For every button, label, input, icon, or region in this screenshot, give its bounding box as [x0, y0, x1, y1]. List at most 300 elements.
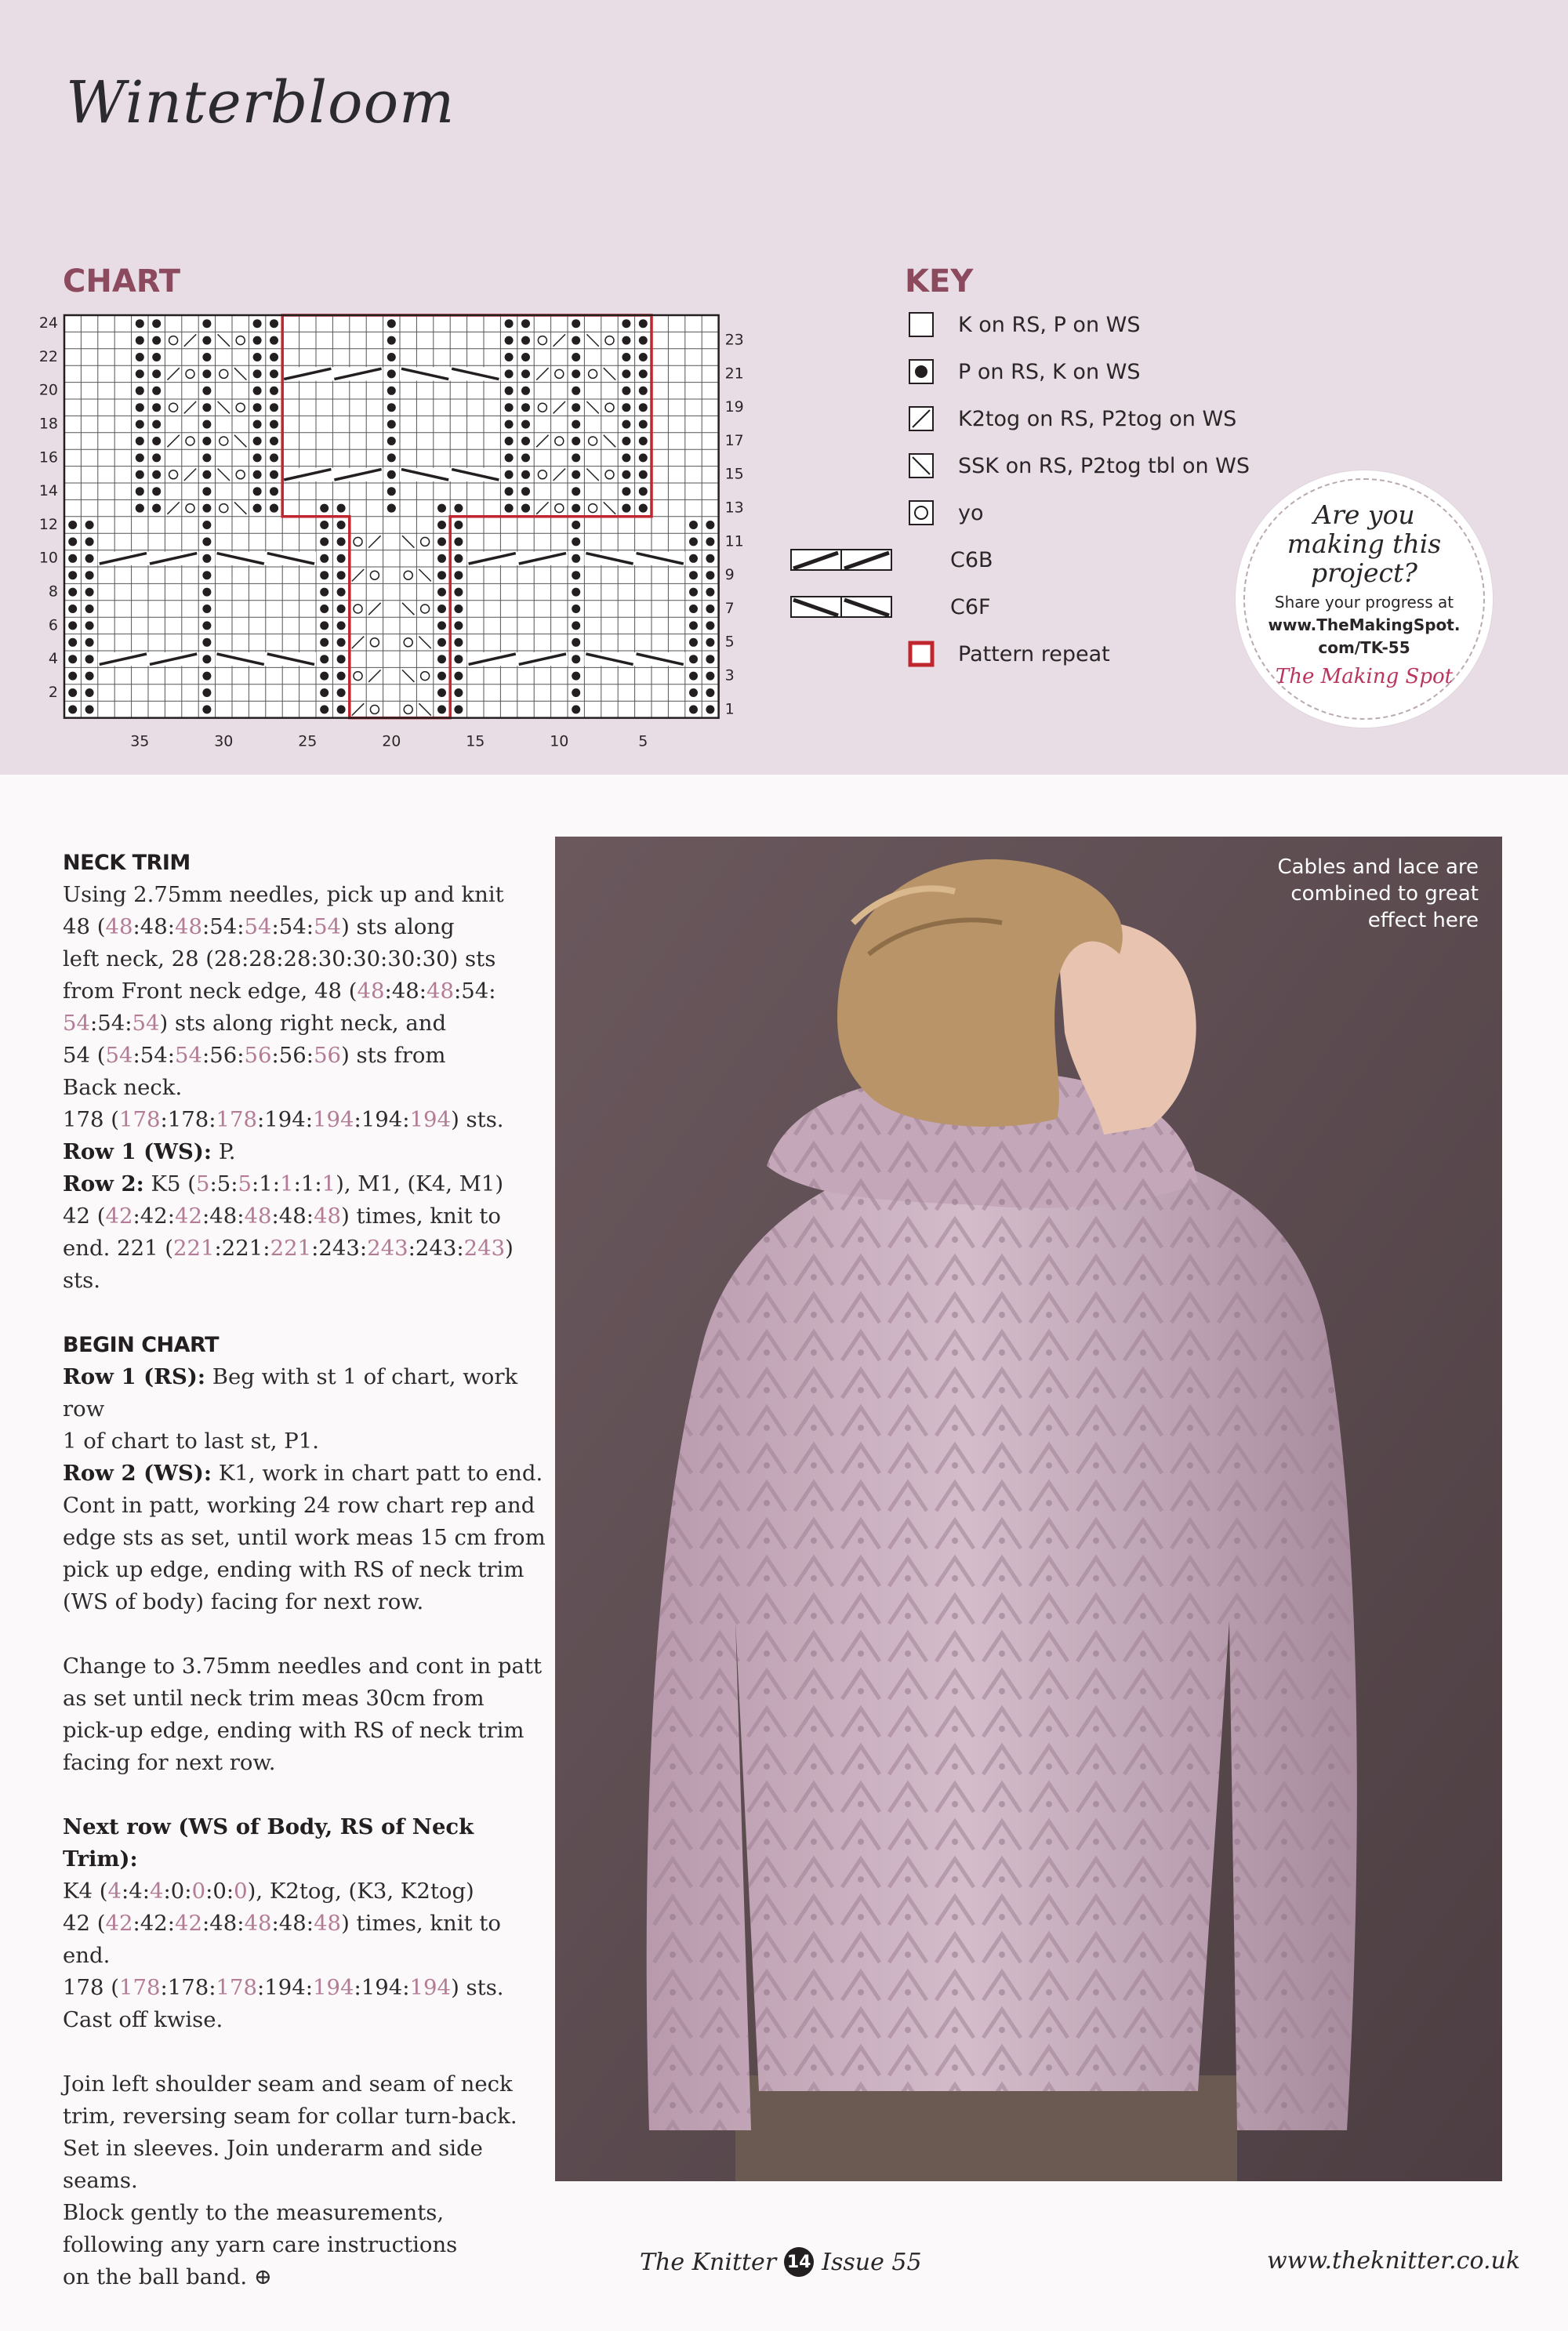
purl-dot: [622, 353, 630, 361]
purl-dot: [253, 369, 262, 378]
purl-dot: [454, 705, 463, 713]
purl-dot: [706, 621, 714, 630]
purl-dot: [136, 319, 144, 328]
purl-dot: [521, 470, 530, 479]
purl-dot: [270, 336, 278, 345]
purl-dot: [572, 470, 580, 479]
purl-dot: [152, 437, 161, 445]
purl-dot: [337, 588, 346, 597]
purl-dot: [387, 336, 396, 345]
purl-dot: [437, 655, 446, 663]
instruction-line: left neck, 28 (28:28:28:30:30:30:30) sts: [63, 946, 496, 971]
purl-dot: [320, 655, 328, 663]
cable-cell: [282, 468, 383, 481]
purl-dot: [387, 504, 396, 513]
instruction-line: Using 2.75mm needles, pick up and knit: [63, 882, 504, 907]
purl-dot: [85, 537, 94, 546]
purl-dot: [437, 521, 446, 529]
purl-dot: [639, 387, 648, 395]
purl-dot: [454, 672, 463, 681]
purl-dot: [521, 487, 530, 496]
purl-dot: [572, 672, 580, 681]
key-label: P on RS, K on WS: [958, 359, 1141, 384]
instruction-line: 1 of chart to last st, P1.: [63, 1429, 319, 1454]
instruction-line: Set in sleeves. Join underarm and side: [63, 2136, 483, 2161]
purl-dot: [68, 655, 77, 663]
cable-cell: [216, 552, 316, 565]
c6b-cable-icon: [790, 546, 892, 573]
purl-dot: [505, 336, 514, 345]
column-number: 10: [550, 732, 569, 750]
purl-dot: [521, 504, 530, 513]
purl-dot: [454, 571, 463, 579]
badge-question: Are you making this project?: [1287, 499, 1442, 588]
purl-dot: [505, 437, 514, 445]
instruction-line: 178 (178:178:178:194:194:194:194) sts.: [63, 1107, 504, 1132]
purl-dot: [85, 554, 94, 563]
purl-dot: [622, 387, 630, 395]
purl-dot: [253, 453, 262, 462]
purl-dot: [706, 638, 714, 647]
purl-dot: [68, 521, 77, 529]
instruction-line: as set until neck trim meas 30cm from: [63, 1686, 485, 1711]
purl-dot: [68, 705, 77, 713]
purl-dot: [437, 554, 446, 563]
instruction-line: facing for next row.: [63, 1750, 276, 1775]
purl-dot: [572, 387, 580, 395]
purl-dot: [253, 353, 262, 361]
purl-dot: [454, 504, 463, 513]
model-photo: [555, 837, 1502, 2181]
purl-dot: [622, 369, 630, 378]
purl-dot: [320, 554, 328, 563]
purl-dot: [136, 487, 144, 496]
purl-dot: [136, 353, 144, 361]
purl-dot: [689, 588, 698, 597]
purl-dot: [437, 605, 446, 613]
purl-dot: [387, 470, 396, 479]
purl-dot: [639, 353, 648, 361]
purl-dot: [689, 621, 698, 630]
purl-dot: [85, 638, 94, 647]
row-number: 22: [38, 347, 58, 365]
row-number: 3: [724, 666, 735, 684]
purl-dot: [270, 420, 278, 429]
row-number: 11: [724, 532, 744, 550]
purl-dot: [572, 504, 580, 513]
purl-dot: [622, 319, 630, 328]
purl-dot: [152, 387, 161, 395]
purl-dot: [136, 403, 144, 412]
purl-dot: [454, 605, 463, 613]
key-item: [908, 354, 1140, 389]
begin-chart-text: [63, 1361, 549, 1618]
making-spot-badge: [1236, 470, 1493, 728]
purl-dot: [505, 353, 514, 361]
purl-dot: [706, 521, 714, 529]
purl-dot: [85, 705, 94, 713]
cable-cell: [467, 552, 568, 565]
purl-dot: [152, 487, 161, 496]
purl-dot: [85, 571, 94, 579]
neck-trim-text: [63, 879, 549, 1297]
purl-dot: [387, 437, 396, 445]
sweater-illustration: [555, 837, 1502, 2181]
purl-dot: [505, 403, 514, 412]
purl-dot: [136, 437, 144, 445]
row-number: 9: [724, 566, 735, 584]
purl-dot: [639, 487, 648, 496]
purl-dot: [136, 504, 144, 513]
purl-dot: [639, 403, 648, 412]
k2tog-icon: [908, 405, 935, 432]
c6f-cable-icon: [790, 594, 892, 620]
purl-dot: [639, 420, 648, 429]
instruction-line: 42 (42:42:42:48:48:48:48) times, knit to: [63, 1204, 501, 1229]
instruction-line: from Front neck edge, 48 (48:48:48:54:: [63, 979, 496, 1004]
purl-dot: [572, 571, 580, 579]
purl-dot: [387, 420, 396, 429]
purl-dot: [437, 537, 446, 546]
column-number: 20: [382, 732, 401, 750]
purl-dot: [320, 504, 328, 513]
purl-dot: [387, 387, 396, 395]
purl-dot: [521, 453, 530, 462]
purl-dot: [706, 705, 714, 713]
cable-cell: [400, 468, 500, 481]
purl-dot: [437, 621, 446, 630]
purl-dot: [689, 672, 698, 681]
purl-dot: [521, 336, 530, 345]
purl-dot: [689, 571, 698, 579]
purl-dot: [270, 487, 278, 496]
purl-dot: [454, 537, 463, 546]
purl-dot: [337, 537, 346, 546]
instruction-line: seams.: [63, 2168, 138, 2193]
purl-dot: [202, 369, 211, 378]
purl-dot: [706, 554, 714, 563]
purl-dot: [337, 571, 346, 579]
instruction-line: Join left shoulder seam and seam of neck: [63, 2071, 513, 2097]
purl-dot: [202, 655, 211, 663]
purl-dot: [202, 487, 211, 496]
purl-dot: [437, 504, 446, 513]
instruction-line: following any yarn care instructions: [63, 2232, 458, 2257]
purl-dot: [202, 453, 211, 462]
purl-dot: [505, 369, 514, 378]
purl-dot: [521, 420, 530, 429]
purl-dot: [270, 319, 278, 328]
purl-dot: [689, 605, 698, 613]
purl-dot: [152, 403, 161, 412]
empty-square-icon: [908, 311, 935, 338]
pattern-repeat-icon: [908, 641, 935, 667]
purl-dot: [337, 605, 346, 613]
purl-dot: [639, 453, 648, 462]
purl-dot: [622, 487, 630, 496]
purl-dot: [202, 420, 211, 429]
purl-dot: [454, 655, 463, 663]
instruction-line: (WS of body) facing for next row.: [63, 1589, 424, 1614]
purl-dot: [68, 688, 77, 697]
row-number: 7: [724, 599, 735, 617]
purl-dot: [202, 705, 211, 713]
purl-dot: [253, 504, 262, 513]
page-number: 14: [784, 2247, 814, 2277]
photo-caption: Cables and lace are combined to great effect here: [1277, 855, 1479, 932]
purl-dot: [270, 437, 278, 445]
purl-dot: [689, 554, 698, 563]
purl-dot: [437, 571, 446, 579]
purl-dot: [253, 336, 262, 345]
row-number: 10: [38, 549, 58, 567]
row-number: 12: [38, 515, 58, 533]
purl-dot: [387, 369, 396, 378]
key-label: C6B: [950, 547, 993, 572]
purl-dot: [689, 688, 698, 697]
purl-dot: [320, 621, 328, 630]
cable-cell: [400, 367, 500, 380]
purl-dot: [454, 521, 463, 529]
making-spot-logo: The Making Spot: [1275, 665, 1454, 688]
purl-dot: [505, 470, 514, 479]
purl-dot: [253, 487, 262, 496]
purl-dot: [639, 470, 648, 479]
purl-dot: [505, 453, 514, 462]
purl-dot: [320, 571, 328, 579]
magazine-name: The Knitter: [640, 2248, 777, 2276]
purl-dot: [505, 319, 514, 328]
key-item: [908, 448, 1250, 483]
purl-dot: [202, 571, 211, 579]
row-number: 20: [38, 381, 58, 399]
purl-dot: [337, 688, 346, 697]
key-item: [908, 637, 1110, 671]
purl-dot: [572, 453, 580, 462]
knitting-chart: [31, 306, 768, 761]
row-number: 23: [724, 331, 744, 349]
purl-dot: [202, 521, 211, 529]
purl-dot: [572, 554, 580, 563]
purl-dot: [437, 705, 446, 713]
instruction-line: 54 (54:54:54:56:56:56:56) sts from: [63, 1043, 446, 1068]
purl-dot: [136, 470, 144, 479]
purl-dot: [152, 353, 161, 361]
purl-dot: [320, 605, 328, 613]
cable-cell: [467, 652, 568, 666]
pattern-instructions: [63, 847, 549, 2293]
instruction-line: pick up edge, ending with RS of neck trim: [63, 1557, 524, 1582]
purl-dot: [572, 638, 580, 647]
purl-dot: [202, 387, 211, 395]
purl-dot: [337, 705, 346, 713]
cable-cell: [98, 552, 198, 565]
purl-dot: [320, 588, 328, 597]
purl-dot: [202, 605, 211, 613]
purl-dot: [622, 420, 630, 429]
instruction-line: Back neck.: [63, 1075, 183, 1100]
instruction-line: Row 2 (WS): K1, work in chart patt to end.: [63, 1461, 543, 1486]
purl-dot: [202, 554, 211, 563]
purl-dot: [253, 387, 262, 395]
footer-magazine: [640, 2247, 922, 2277]
purl-dot: [622, 470, 630, 479]
row-number: 17: [724, 431, 744, 449]
purl-dot: [706, 588, 714, 597]
row-number: 4: [48, 650, 58, 668]
purl-dot: [706, 571, 714, 579]
next-row-text: [63, 1811, 549, 2036]
purl-dot: [85, 521, 94, 529]
badge-share-text: Share your progress at www.TheMakingSpot. com/TK-55: [1268, 593, 1461, 657]
purl-dot: [253, 403, 262, 412]
row-number: 19: [724, 398, 744, 416]
key-label: K on RS, P on WS: [958, 312, 1141, 337]
row-number: 16: [38, 448, 58, 467]
row-number: 18: [38, 415, 58, 433]
purl-dot: [437, 688, 446, 697]
purl-dot: [202, 504, 211, 513]
purl-dot: [572, 688, 580, 697]
purl-dot: [387, 319, 396, 328]
instruction-line: Cast off kwise.: [63, 2007, 223, 2032]
purl-dot: [85, 672, 94, 681]
purl-dot: [521, 369, 530, 378]
purl-dot: [572, 705, 580, 713]
purl-dot: [572, 437, 580, 445]
ssk-icon: [908, 452, 935, 479]
key-heading: KEY: [905, 263, 974, 300]
purl-dot: [454, 638, 463, 647]
row-number: 6: [48, 616, 58, 634]
row-number: 24: [38, 314, 58, 332]
key-label: Pattern repeat: [958, 641, 1110, 666]
purl-dot: [622, 453, 630, 462]
purl-dot: [572, 319, 580, 328]
instruction-line: 54:54:54) sts along right neck, and: [63, 1011, 447, 1036]
purl-dot: [572, 420, 580, 429]
column-number: 30: [214, 732, 234, 750]
instruction-line: Block gently to the measurements,: [63, 2200, 445, 2225]
purl-dot: [152, 336, 161, 345]
purl-dot: [454, 588, 463, 597]
instruction-line: end.: [63, 1943, 111, 1968]
dot-square-icon: [908, 358, 935, 385]
key-label: C6F: [950, 594, 991, 619]
purl-dot: [639, 319, 648, 328]
purl-dot: [454, 621, 463, 630]
purl-dot: [505, 420, 514, 429]
purl-dot: [253, 420, 262, 429]
purl-dot: [253, 437, 262, 445]
purl-dot: [572, 369, 580, 378]
purl-dot: [689, 537, 698, 546]
purl-dot: [136, 336, 144, 345]
purl-dot: [689, 638, 698, 647]
purl-dot: [639, 369, 648, 378]
purl-dot: [202, 688, 211, 697]
column-number: 15: [466, 732, 485, 750]
column-number: 25: [298, 732, 318, 750]
purl-dot: [68, 571, 77, 579]
purl-dot: [202, 353, 211, 361]
purl-dot: [320, 521, 328, 529]
key-label: yo: [958, 500, 984, 525]
footer-url[interactable]: www.theknitter.co.uk: [1267, 2247, 1521, 2275]
key-label: K2tog on RS, P2tog on WS: [958, 406, 1237, 431]
instruction-line: on the ball band. ⊕: [63, 2264, 272, 2289]
page-title: Winterbloom: [66, 69, 456, 136]
key-item: [908, 401, 1236, 436]
key-item: [790, 543, 993, 577]
purl-dot: [320, 705, 328, 713]
purl-dot: [454, 688, 463, 697]
begin-chart-heading: BEGIN CHART: [63, 1333, 220, 1357]
purl-dot: [202, 621, 211, 630]
purl-dot: [706, 605, 714, 613]
cable-cell: [282, 367, 383, 380]
instruction-line: Row 2: K5 (5:5:5:1:1:1:1), M1, (K4, M1): [63, 1171, 504, 1196]
purl-dot: [337, 621, 346, 630]
issue-label: Issue 55: [822, 2248, 922, 2276]
instruction-line: pick-up edge, ending with RS of neck trim: [63, 1718, 524, 1743]
instruction-line: Row 1 (WS): P.: [63, 1139, 236, 1164]
purl-dot: [521, 353, 530, 361]
purl-dot: [320, 672, 328, 681]
purl-dot: [202, 319, 211, 328]
purl-dot: [152, 369, 161, 378]
purl-dot: [152, 453, 161, 462]
purl-dot: [270, 387, 278, 395]
purl-dot: [572, 605, 580, 613]
purl-dot: [572, 521, 580, 529]
cable-cell: [216, 652, 316, 666]
purl-dot: [337, 554, 346, 563]
purl-dot: [202, 470, 211, 479]
row-number: 1: [724, 700, 735, 718]
purl-dot: [622, 437, 630, 445]
purl-dot: [202, 672, 211, 681]
key-item: [908, 307, 1140, 342]
purl-dot: [521, 319, 530, 328]
purl-dot: [706, 688, 714, 697]
purl-dot: [152, 319, 161, 328]
purl-dot: [136, 453, 144, 462]
purl-dot: [572, 655, 580, 663]
chart-heading: CHART: [63, 263, 181, 300]
purl-dot: [572, 336, 580, 345]
purl-dot: [437, 672, 446, 681]
purl-dot: [202, 588, 211, 597]
purl-dot: [706, 537, 714, 546]
purl-dot: [437, 588, 446, 597]
purl-dot: [202, 336, 211, 345]
purl-dot: [572, 487, 580, 496]
purl-dot: [202, 638, 211, 647]
instruction-line: trim, reversing seam for collar turn-back.: [63, 2104, 517, 2129]
purl-dot: [270, 504, 278, 513]
purl-dot: [689, 521, 698, 529]
purl-dot: [387, 487, 396, 496]
purl-dot: [136, 387, 144, 395]
instruction-line: Row 1 (RS): Beg with st 1 of chart, work row: [63, 1364, 518, 1421]
neck-trim-heading: NECK TRIM: [63, 851, 191, 875]
column-number: 35: [130, 732, 150, 750]
purl-dot: [505, 487, 514, 496]
instruction-line: 178 (178:178:178:194:194:194:194) sts.: [63, 1975, 504, 2000]
column-number: 5: [638, 732, 648, 750]
key-item: [908, 496, 984, 530]
